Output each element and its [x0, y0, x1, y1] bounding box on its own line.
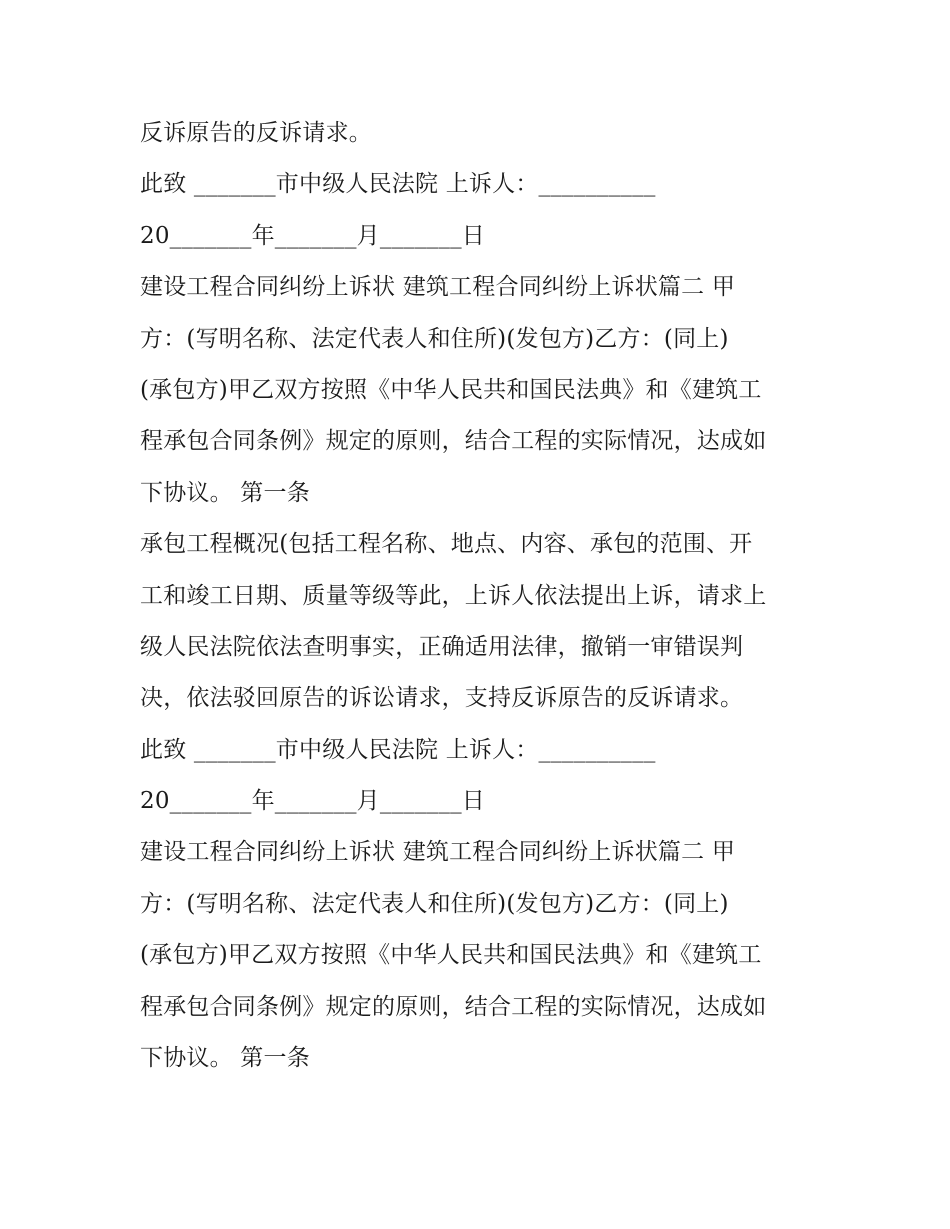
text-line: 20_______年_______月_______日 [140, 222, 485, 249]
text-line: 建设工程合同纠纷上诉状 建筑工程合同纠纷上诉状篇二 甲 [140, 839, 736, 866]
text-line: 20_______年_______月_______日 [140, 788, 485, 815]
text-line: 决，依法驳回原告的诉讼请求，支持反诉原告的反诉请求。 [140, 685, 744, 712]
text-line: 方：(写明名称、法定代表人和住所)(发包方)乙方：(同上) [140, 325, 729, 352]
text-line: 工和竣工日期、质量等级等此，上诉人依法提出上诉，请求上 [140, 582, 767, 609]
text-line: 级人民法院依法查明事实，正确适用法律，撤销一审错误判 [140, 633, 744, 660]
text-line: 下协议。 第一条 [140, 479, 310, 506]
text-line: 建设工程合同纠纷上诉状 建筑工程合同纠纷上诉状篇二 甲 [140, 274, 736, 301]
document-body [140, 108, 830, 1084]
text-line: (承包方)甲乙双方按照《中华人民共和国民法典》和《建筑工 [140, 376, 762, 403]
text-line: 此致 _______市中级人民法院 上诉人：__________ [140, 736, 656, 763]
text-line: 反诉原告的反诉请求。 [140, 120, 372, 146]
text-line: 此致 _______市中级人民法院 上诉人：__________ [140, 171, 656, 198]
text-line: (承包方)甲乙双方按照《中华人民共和国民法典》和《建筑工 [140, 942, 762, 969]
text-line: 下协议。 第一条 [140, 1045, 310, 1072]
text-line: 程承包合同条例》规定的原则，结合工程的实际情况，达成如 [140, 993, 767, 1020]
text-line: 程承包合同条例》规定的原则，结合工程的实际情况，达成如 [140, 428, 767, 455]
text-line: 承包工程概况(包括工程名称、地点、内容、承包的范围、开 [140, 531, 753, 558]
text-line: 方：(写明名称、法定代表人和住所)(发包方)乙方：(同上) [140, 890, 729, 917]
